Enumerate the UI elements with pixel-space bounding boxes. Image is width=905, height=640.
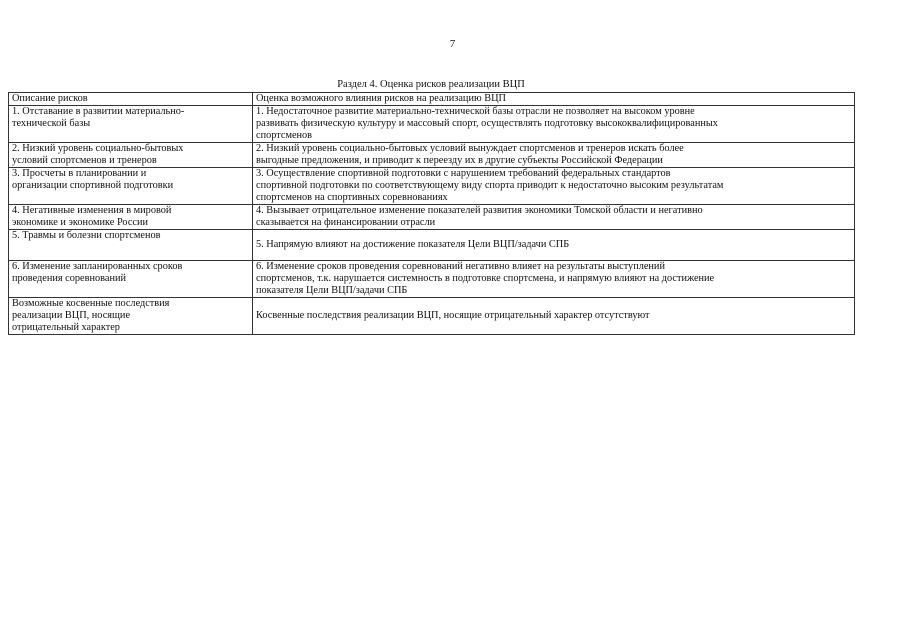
risk-description-cell: 1. Отставание в развитии материально- технической базы	[9, 106, 253, 143]
header-risk-impact: Оценка возможного влияния рисков на реализацию ВЦП	[253, 93, 855, 106]
risk-impact-cell: Косвенные последствия реализации ВЦП, носящие отрицательный характер отсутствуют	[253, 298, 855, 335]
risk-impact-cell: 4. Вызывает отрицательное изменение показателей развития экономики Томской области и негативно сказывается на финансировании отрасли	[253, 205, 855, 230]
risk-description-cell: 2. Низкий уровень социально-бытовых условий спортсменов и тренеров	[9, 143, 253, 168]
table-row	[9, 205, 855, 230]
risk-impact-cell: 2. Низкий уровень социально-бытовых условий вынуждает спортсменов и тренеров искать более выгодные предложения, и приводит к переезду их в другие субъекты Российской Федерации	[253, 143, 855, 168]
section-title: Раздел 4. Оценка рисков реализации ВЦП	[337, 79, 525, 90]
risk-description-cell: 4. Негативные изменения в мировой экономике и экономике России	[9, 205, 253, 230]
table-row	[9, 230, 855, 261]
risk-impact-cell: 1. Недостаточное развитие материально-технической базы отрасли не позволяет на высоком уровне развивать физическую культуру и массовый спорт, осуществлять подготовку высококвалифицированных спортсменов	[253, 106, 855, 143]
table-row	[9, 168, 855, 205]
risk-description-cell: 6. Изменение запланированных сроков проведения соревнований	[9, 261, 253, 298]
risk-description-cell: 5. Травмы и болезни спортсменов	[9, 230, 253, 261]
header-risk-description: Описание рисков	[9, 93, 253, 106]
page-number: 7	[449, 38, 456, 50]
table-header-row	[9, 93, 855, 106]
risk-assessment-table	[8, 92, 855, 335]
table-row	[9, 143, 855, 168]
risk-description-cell: 3. Просчеты в планировании и организации спортивной подготовки	[9, 168, 253, 205]
table-row	[9, 261, 855, 298]
risk-impact-cell: 6. Изменение сроков проведения соревнований негативно влияет на результаты выступлений спортсменов, т.к. нарушается системность в подготовке спортсмена, и напрямую влияют на достижение показателя Цели ВЦП/задачи СПБ	[253, 261, 855, 298]
table-row	[9, 106, 855, 143]
table-row	[9, 298, 855, 335]
risk-impact-cell: 3. Осуществление спортивной подготовки с нарушением требований федеральных стандартов спортивной подготовки по соответствующему виду спорта приводит к недостаточно высоким результатам спортсменов на спортивных соревнованиях	[253, 168, 855, 205]
risk-description-cell: Возможные косвенные последствия реализации ВЦП, носящие отрицательный характер	[9, 298, 253, 335]
risk-impact-cell: 5. Напрямую влияют на достижение показателя Цели ВЦП/задачи СПБ	[253, 230, 855, 261]
